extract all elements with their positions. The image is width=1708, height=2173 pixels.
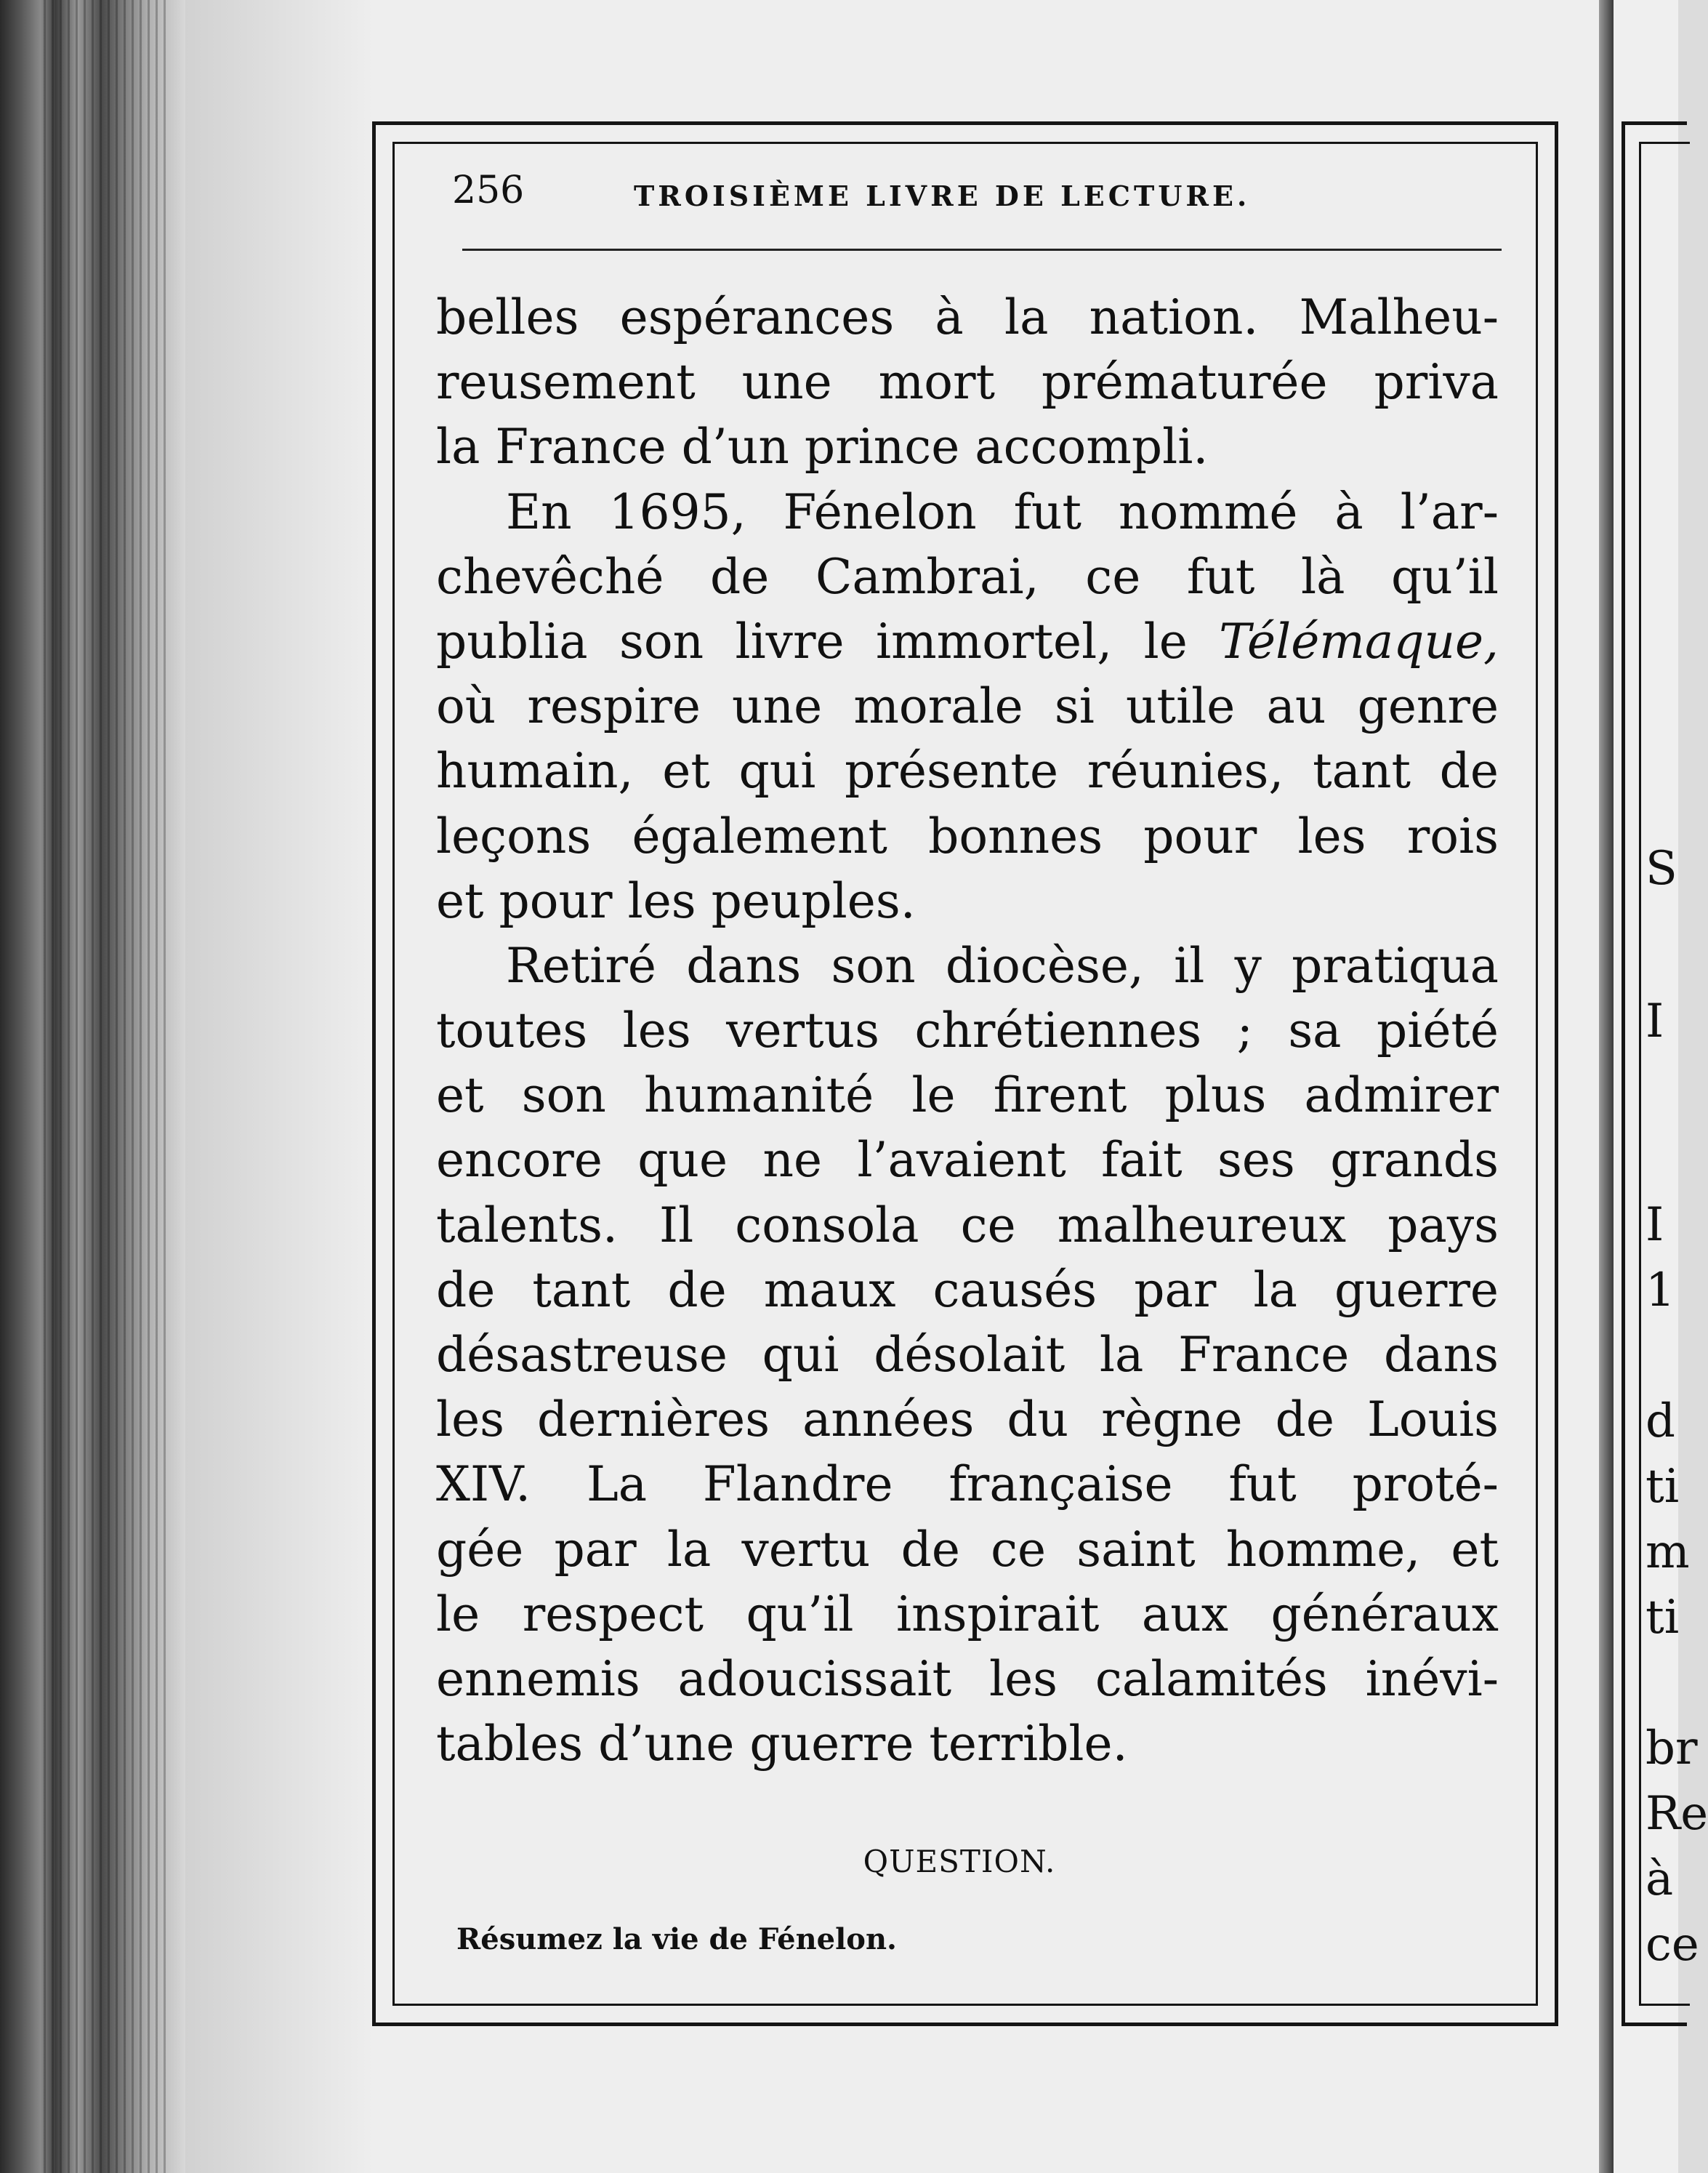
next-page-fragment: m [1645, 1525, 1690, 1579]
next-page-fragment: br [1645, 1722, 1698, 1775]
running-title: TROISIÈME LIVRE DE LECTURE. [634, 180, 1251, 212]
text-line: tables d’une guerre terrible. [436, 1716, 1128, 1772]
next-page-edge [1599, 0, 1614, 2173]
text-line: et pour les peuples. [436, 872, 916, 929]
page-gutter-shadow [185, 0, 374, 2173]
text-line: En 1695, Fénelon fut nommé à l’ar- [506, 483, 1499, 540]
question-heading: QUESTION. [863, 1844, 1056, 1879]
text-line: désastreuse qui désolait la France dans [436, 1327, 1499, 1383]
text-line: la France d’un prince accompli. [436, 419, 1209, 475]
next-page-fragment: d [1645, 1394, 1675, 1448]
book-title-italic: Télémaque, [1219, 613, 1499, 670]
next-page-fragment: Re [1645, 1787, 1708, 1841]
next-page-fragment: ce [1645, 1918, 1699, 1972]
text-line: Retiré dans son diocèse, il y pratiqua [506, 937, 1499, 994]
text-line: belles espérances à la nation. Malheu- [436, 289, 1499, 345]
text-line: leçons également bonnes pour les rois [436, 808, 1499, 864]
text-line: et son humanité le firent plus admirer [436, 1067, 1499, 1124]
next-page-fragment: ti [1645, 1591, 1680, 1644]
next-page-fragment: ti [1645, 1460, 1680, 1514]
text-line: encore que ne l’avaient fait ses grands [436, 1132, 1499, 1189]
question-text: Résumez la vie de Fénelon. [456, 1922, 897, 1956]
next-page-fragment: S [1645, 842, 1677, 896]
text-line: talents. Il consola ce malheureux pays [436, 1197, 1499, 1253]
text-line: le respect qu’il inspirait aux généraux [436, 1586, 1499, 1642]
text-line: XIV. La Flandre française fut proté- [436, 1456, 1499, 1513]
page-stack-edge [44, 0, 167, 2173]
running-head [452, 169, 1499, 220]
next-page-fragment: I [1645, 1198, 1664, 1252]
text-line: où respire une morale si utile au genre [436, 678, 1499, 735]
text-line: reusement une mort prématurée priva [436, 354, 1499, 411]
page-number: 256 [452, 169, 525, 212]
text-line: chevêché de Cambrai, ce fut là qu’il [436, 548, 1499, 605]
header-rule [462, 249, 1502, 251]
next-page-fragment: 1 [1645, 1264, 1675, 1317]
next-page-fragment: I [1645, 995, 1664, 1048]
text-line: humain, et qui présente réunies, tant de [436, 743, 1499, 800]
text-line: ennemis adoucissait les calamités inévi- [436, 1650, 1499, 1707]
text-line-start: publia son livre immortel, le [436, 613, 1220, 670]
text-line: gée par la vertu de ce saint homme, et [436, 1521, 1499, 1578]
text-line [436, 609, 1499, 674]
text-line: toutes les vertus chrétiennes ; sa piété [436, 1003, 1499, 1059]
text-line: de tant de maux causés par la guerre [436, 1261, 1499, 1318]
next-page-fragment: à [1645, 1852, 1674, 1906]
body-text [436, 285, 1499, 1776]
text-line: les dernières années du règne de Louis [436, 1391, 1499, 1448]
